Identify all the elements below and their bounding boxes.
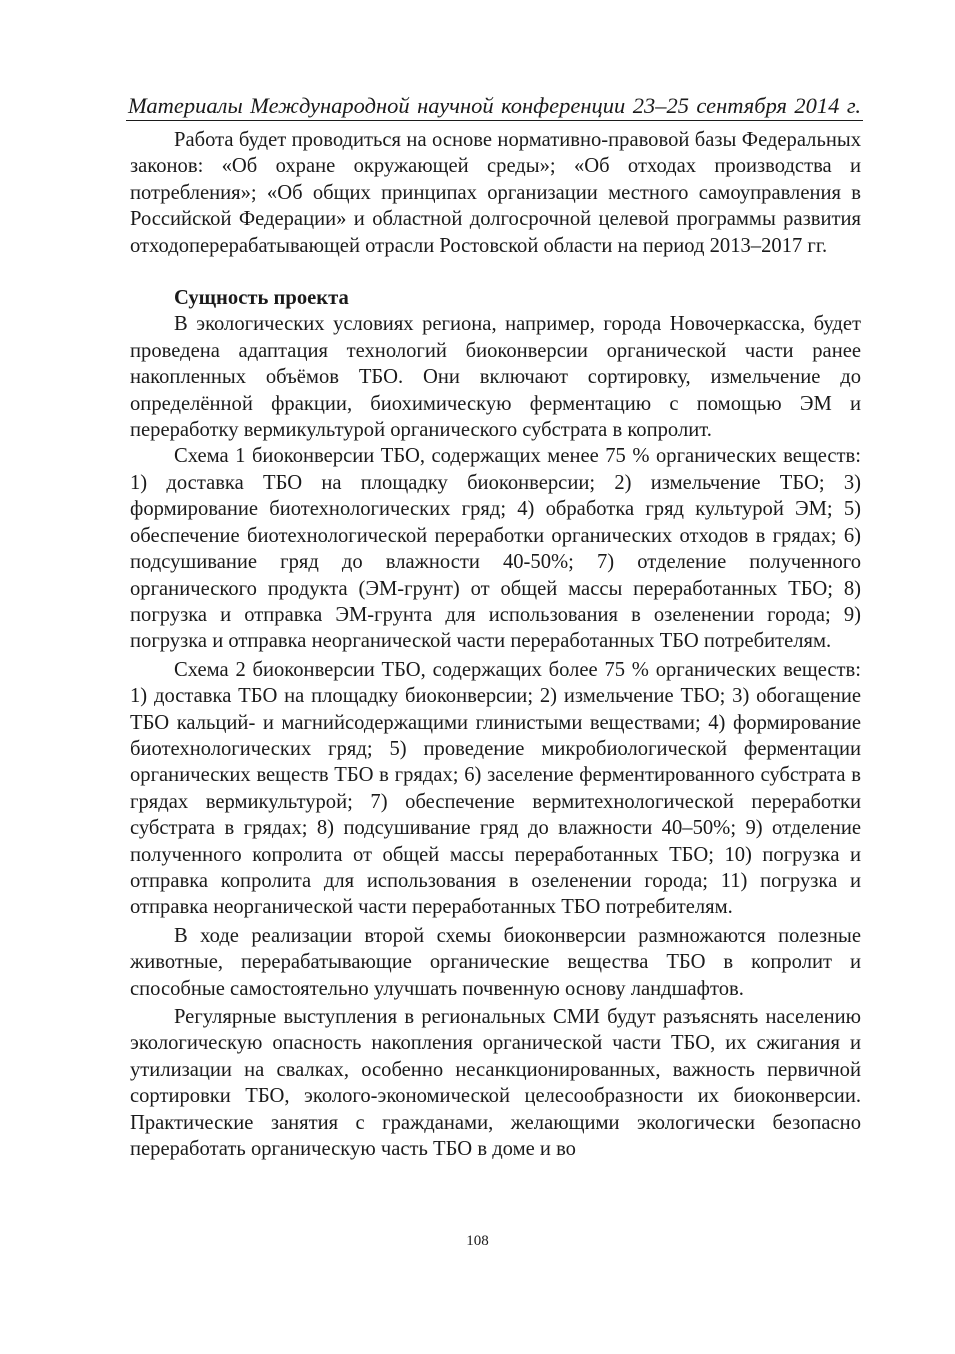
running-header: Материалы Международной научной конференции 23–25 сентября 2014 г.	[128, 93, 861, 118]
paragraph-second-scheme-result: В ходе реализации второй схемы биоконверсии размножаются полезные животные, перерабатывающие органические вещества ТБО в копролит и способные самостоятельно улучшать почвенную основу ландшафтов.	[130, 924, 861, 1000]
page-number: 108	[466, 1233, 489, 1249]
header-rule	[126, 120, 863, 121]
intro-paragraph: Работа будет проводиться на основе нормативно-правовой базы Федеральных законов: «Об охране окружающей среды»; «Об отходах производства и потребления»; «Об общих принципах организации местного самоуправления в Российской Федерации» и областной долгосрочной целевой программы развития отходоперерабатывающей отрасли Ростовской области на период 2013–2017 гг.	[130, 129, 861, 257]
main-text	[130, 127, 861, 1162]
paragraph-scheme-1: Схема 1 биоконверсии ТБО, содержащих менее 75 % органических веществ: 1) доставка ТБО на площадку биоконверсии; 2) измельчение ТБО; 3) формирование биотехнологических гряд; 4) обработка гряд культурой ЭМ; 5) обеспечение биотехнологической переработки органических отходов в грядах; 6) подсушивание гряд до влажности 40-50%; 7) отделение полученного органического продукта (ЭМ-грунт) от общей массы переработанных ТБО; 8) погрузка и отправка ЭМ-грунта для использования в озеленении города; 9) погрузка и отправка неорганической части переработанных ТБО потребителям.	[130, 445, 861, 653]
section-heading: Сущность проекта	[174, 287, 349, 310]
paragraph-scheme-2: Схема 2 биоконверсии ТБО, содержащих более 75 % органических веществ: 1) доставка ТБО на площадку биоконверсии; 2) измельчение ТБО; 3) обогащение ТБО кальций- и магнийсодержащими глинистыми веществами; 4) формирование биотехнологических гряд; 5) проведение микробиологической ферментации органических веществ ТБО в грядах; 6) заселение ферментированного субстрата в грядах вермикультурой; 7) обеспечение вермитехнологической переработки субстрата в грядах; 8) подсушивание гряд до влажности 40–50%; 9) отделение полученного копролита от общей массы переработанных ТБО; 10) погрузка и отправка копролита для использования в озеленении города; 11) погрузка и отправка неорганической части переработанных ТБО потребителям.	[130, 658, 861, 919]
paragraph-media: Регулярные выступления в региональных СМИ будут разъяснять населению экологическую опасность накопления органической части ТБО, их сжигания и утилизации на свалках, особенно несанкционированных, важность первичной сортировки ТБО, эколого-экономической целесообразности их биоконверсии. Практические занятия с гражданами, желающими экологически безопасно переработать органическую часть ТБО в доме и во	[130, 1006, 861, 1161]
paragraph-adaptation: В экологических условиях региона, например, города Новочеркасска, будет проведена адаптация технологий биоконверсии органической части ранее накопленных объёмов ТБО. Они включают сортировку, измельчение до определённой фракции, биохимическую ферментацию с помощью ЭМ и переработку вермикультурой органического субстрата в копролит.	[130, 313, 861, 442]
